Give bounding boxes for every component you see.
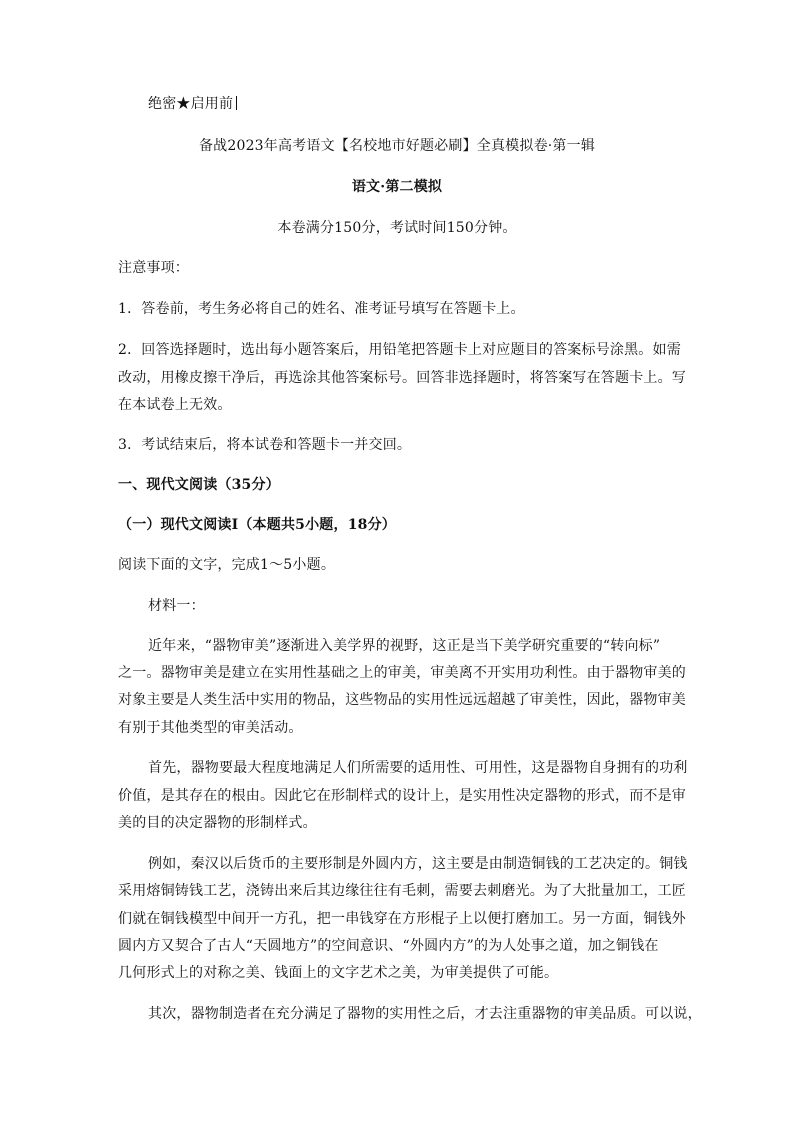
section-instruction: 阅读下面的文字，完成1～5小题。 — [118, 557, 336, 573]
paragraph-1-line-3: 对象主要是人类生活中实用的物品，这些物品的实用性远远超越了审美性，因此，器物审美 — [118, 692, 686, 708]
note-item-3: 3．考试结束后，将本试卷和答题卡一并交回。 — [118, 437, 412, 453]
paragraph-1-line-4: 有别于其他类型的审美活动。 — [118, 720, 303, 736]
paragraph-4-line-1: 其次，器物制造者在充分满足了器物的实用性之后，才去注重器物的审美品质。可以说， — [148, 1006, 702, 1022]
notes-heading: 注意事项： — [118, 260, 189, 276]
note-item-2-line-3: 在本试卷上无效。 — [118, 397, 232, 413]
paragraph-3-line-5: 几何形式上的对称之美、钱面上的文字艺术之美，为审美提供了可能。 — [118, 965, 559, 981]
note-item-2-line-2: 改动，用橡皮擦干净后，再选涂其他答案标号。回答非选择题时，将答案写在答题卡上。写 — [118, 370, 686, 386]
paragraph-3-line-1: 例如，秦汉以后货币的主要形制是外圆内方，这主要是由制造铜钱的工艺决定的。铜钱 — [148, 856, 688, 872]
paragraph-2-line-2: 价值，是其存在的根由。因此它在形制样式的设计上，是实用性决定器物的形式，而不是审 — [118, 788, 686, 804]
paragraph-1-line-2: 之一。器物审美是建立在实用性基础之上的审美，审美离不开实用功利性。由于器物审美的 — [118, 665, 686, 681]
paragraph-2-line-1: 首先，器物要最大程度地满足人们所需要的适用性、可用性，这是器物自身拥有的功利 — [148, 760, 688, 776]
note-item-2-line-1: 2．回答选择题时，选出每小题答案后，用铅笔把答题卡上对应题目的答案标号涂黑。如需 — [118, 342, 681, 358]
section-title: 一、现代文阅读（35分） — [118, 477, 280, 493]
exam-title: 备战2023年高考语文【名校地市好题必刷】全真模拟卷·第一辑 — [198, 138, 596, 154]
paragraph-3-line-2: 采用熔铜铸钱工艺，浇铸出来后其边缘往往有毛刺，需要去刺磨光。为了大批量加工，工匠 — [118, 883, 686, 899]
section-subtitle: （一）现代文阅读Ⅰ（本题共5小题，18分） — [118, 517, 396, 533]
text-cursor — [236, 96, 237, 110]
note-item-1: 1．答卷前，考生务必将自己的姓名、准考证号填写在答题卡上。 — [118, 301, 525, 317]
paragraph-2-line-3: 美的目的决定器物的形制样式。 — [118, 815, 317, 831]
paragraph-1-line-1: 近年来，“器物审美”逐渐进入美学界的视野，这正是当下美学研究重要的“转向标” — [148, 638, 661, 654]
subject-title: 语文·第二模拟 — [351, 179, 443, 195]
secret-label: 绝密★启用前 — [148, 96, 713, 112]
paragraph-3-line-4: 圆内方又契合了古人“天圆地方”的空间意识、“外圆内方”的为人处事之道，加之铜钱在 — [118, 938, 659, 954]
paragraph-3-line-3: 们就在铜钱模型中间开一方孔，把一串钱穿在方形棍子上以便打磨加工。另一方面，铜钱外 — [118, 911, 686, 927]
material-label: 材料一： — [148, 598, 205, 614]
exam-info: 本卷满分150分，考试时间150分钟。 — [277, 220, 517, 236]
